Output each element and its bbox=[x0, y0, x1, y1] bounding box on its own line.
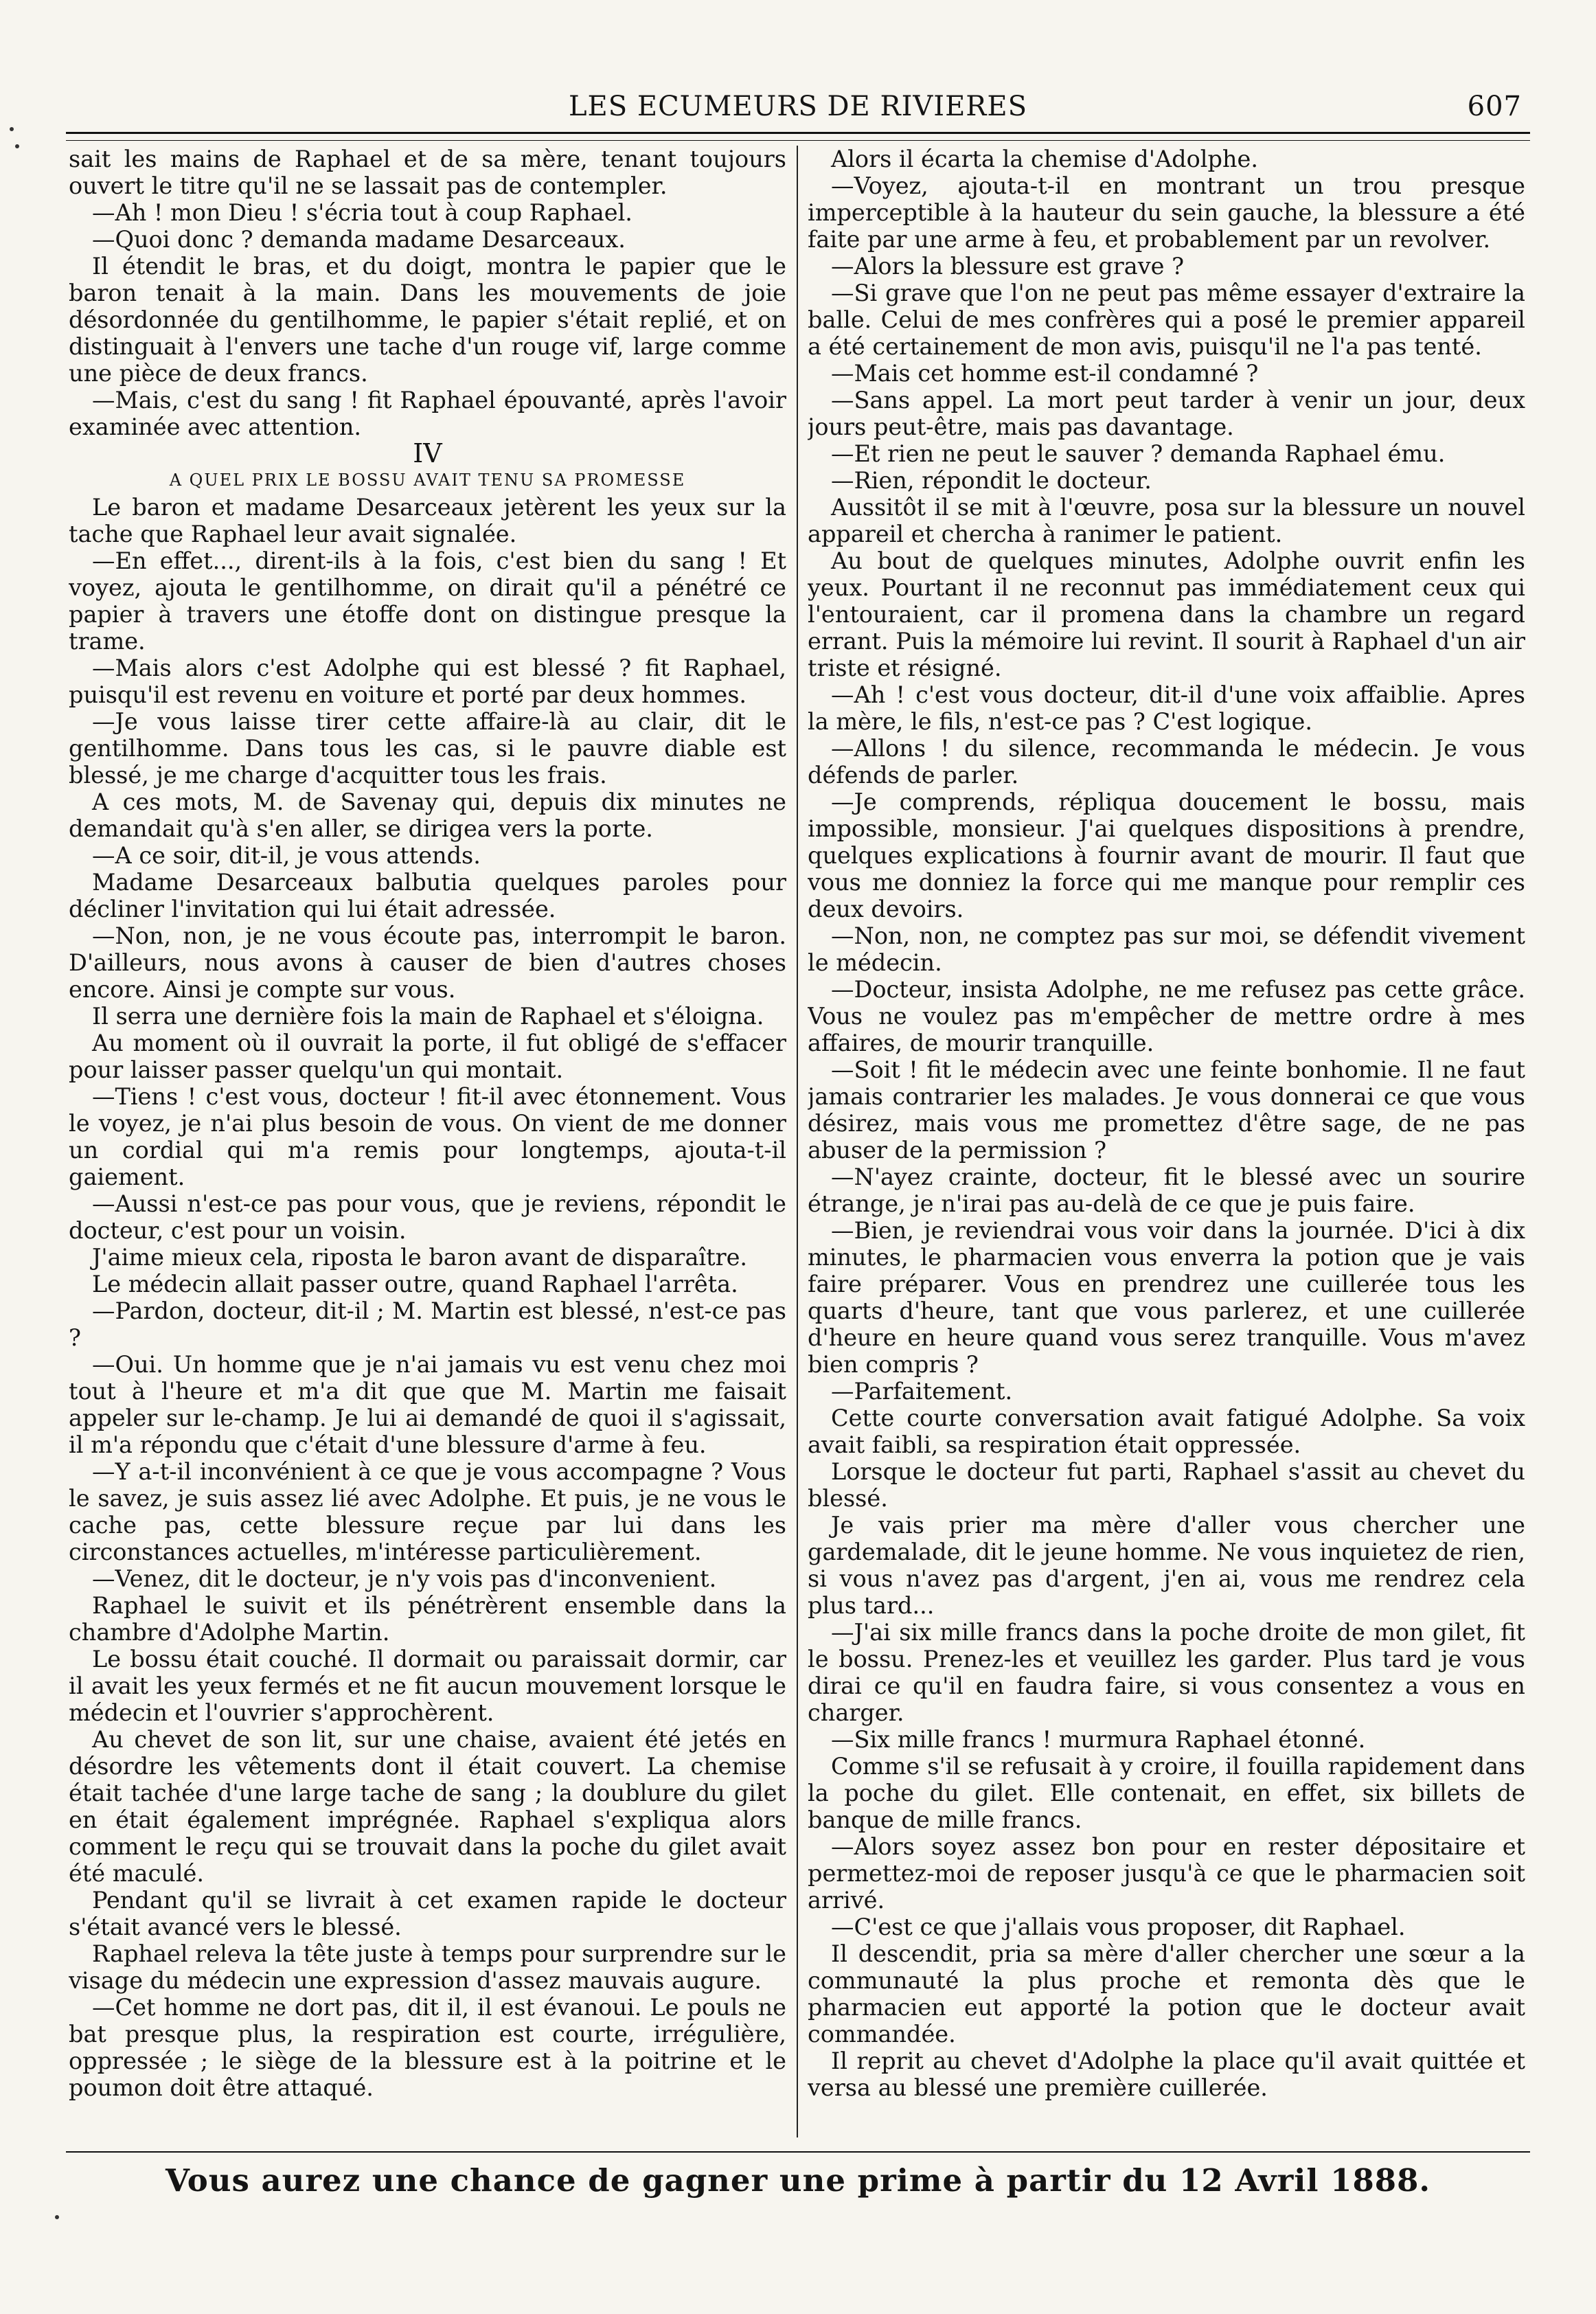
paragraph: —A ce soir, dit-il, je vous attends. bbox=[92, 842, 481, 869]
paragraph: A ces mots, M. de Savenay qui, depuis dix minutes ne demandait qu'à s'en aller, se dirigea vers la porte. bbox=[69, 789, 786, 842]
paragraph: Je vais prier ma mère d'aller vous chercher une gardemalade, dit le jeune homme. Ne vous inquietez de rien, si vous n'avez pas d'argent, j'en ai, vous me rendrez cela plus tard... bbox=[808, 1512, 1525, 1619]
paragraph: Au moment où il ouvrait la porte, il fut obligé de s'effacer pour laisser passer quelqu'un qui montait. bbox=[69, 1030, 786, 1083]
section-title: A QUEL PRIX LE BOSSU AVAIT TENU SA PROMESSE bbox=[169, 470, 686, 490]
paragraph: Le baron et madame Desarceaux jetèrent les yeux sur la tache que Raphael leur avait signalée. bbox=[69, 494, 786, 547]
paragraph: —Mais, c'est du sang ! fit Raphael épouvanté, après l'avoir examinée avec attention. bbox=[69, 387, 786, 440]
paragraph: Le médecin allait passer outre, quand Raphael l'arrêta. bbox=[92, 1271, 738, 1297]
paragraph: —Six mille francs ! murmura Raphael étonné. bbox=[831, 1726, 1366, 1753]
paragraph: Raphael releva la tête juste à temps pour surprendre sur le visage du médecin une expression d'assez mauvais augure. bbox=[69, 1940, 786, 1994]
paragraph: Raphael le suivit et ils pénétrèrent ensemble dans la chambre d'Adolphe Martin. bbox=[69, 1592, 786, 1646]
paragraph: —Venez, dit le docteur, je n'y vois pas d'inconvenient. bbox=[92, 1565, 717, 1592]
paragraph: —Voyez, ajouta-t-il en montrant un trou presque imperceptible à la hauteur du sein gauche, la blessure a été faite par une arme à feu, et probablement par un revolver. bbox=[808, 172, 1525, 253]
paragraph: Il descendit, pria sa mère d'aller chercher une sœur a la communauté la plus proche et remonta dès que le pharmacien eut apporté la potion que le docteur avait commandée. bbox=[808, 1940, 1525, 2048]
column-divider bbox=[797, 146, 798, 2137]
paragraph: —Soit ! fit le médecin avec une feinte bonhomie. Il ne faut jamais contrarier les malades. Je vous donnerai ce que vous désirez, mais vous me promettez d'être sage, de ne pas abuser de la permission ? bbox=[808, 1056, 1525, 1164]
paragraph: —J'ai six mille francs dans la poche droite de mon gilet, fit le bossu. Prenez-les et veuillez les garder. Plus tard je vous dirai ce qu'il en faudra faire, si vous consentez a vous en charger. bbox=[808, 1619, 1525, 1726]
header-double-rule bbox=[66, 132, 1530, 141]
paragraph: Pendant qu'il se livrait à cet examen rapide le docteur s'était avancé vers le blessé. bbox=[69, 1887, 786, 1940]
paragraph: —Cet homme ne dort pas, dit il, il est évanoui. Le pouls ne bat presque plus, la respiration est courte, irrégulière, oppressée ; le siège de la blessure est à la poitrine et le poumon doit être attaqué. bbox=[69, 1994, 786, 2101]
paragraph: —N'ayez crainte, docteur, fit le blessé avec un sourire étrange, je n'irai pas au-delà de ce que je puis faire. bbox=[808, 1164, 1525, 1217]
paragraph: —Non, non, ne comptez pas sur moi, se défendit vivement le médecin. bbox=[808, 922, 1525, 976]
paragraph: —Docteur, insista Adolphe, ne me refusez pas cette grâce. Vous ne voulez pas m'empêcher de mettre ordre à mes affaires, de mourir tranquille. bbox=[808, 976, 1525, 1056]
paragraph: Il étendit le bras, et du doigt, montra le papier que le baron tenait à la main. Dans les mouvements de joie désordonnée du gentilhomme, le papier s'était replié, et on distinguait à l'envers une tache d'un rouge vif, large comme une pièce de deux francs. bbox=[69, 253, 786, 387]
left-column-text-after-section bbox=[69, 494, 786, 2101]
paragraph: Il serra une dernière fois la main de Raphael et s'éloigna. bbox=[92, 1003, 764, 1030]
paragraph: Au bout de quelques minutes, Adolphe ouvrit enfin les yeux. Pourtant il ne reconnut pas immédiatement ceux qui l'entouraient, car il promena dans la chambre un regard errant. Puis la mémoire lui revint. Il sourit à Raphael d'un air triste et résigné. bbox=[808, 547, 1525, 681]
paragraph: Au chevet de son lit, sur une chaise, avaient été jetés en désordre les vêtements dont il était couvert. La chemise était tachée d'une large tache de sang ; la doublure du gilet en était également imprégnée. Raphael s'expliqua alors comment le reçu qui se trouvait dans la poche du gilet avait été maculé. bbox=[69, 1726, 786, 1887]
paragraph: —Tiens ! c'est vous, docteur ! fit-il avec étonnement. Vous le voyez, je n'ai plus besoin de vous. On vient de me donner un cordial qui m'a remis pour longtemps, ajouta-t-il gaiement. bbox=[69, 1083, 786, 1190]
paragraph: Comme s'il se refusait à y croire, il fouilla rapidement dans la poche du gilet. Elle contenait, en effet, six billets de banque de mille francs. bbox=[808, 1753, 1525, 1833]
print-speck bbox=[55, 2215, 59, 2219]
left-column bbox=[69, 146, 786, 2137]
paragraph: —Alors la blessure est grave ? bbox=[831, 253, 1185, 280]
paragraph: Madame Desarceaux balbutia quelques paroles pour décliner l'invitation qui lui était adressée. bbox=[69, 869, 786, 922]
section-number: IV bbox=[413, 438, 442, 468]
paragraph: —Et rien ne peut le sauver ? demanda Raphael ému. bbox=[831, 440, 1446, 467]
paragraph: Aussitôt il se mit à l'œuvre, posa sur la blessure un nouvel appareil et chercha à ranimer le patient. bbox=[808, 494, 1525, 547]
paragraph: Lorsque le docteur fut parti, Raphael s'assit au chevet du blessé. bbox=[808, 1458, 1525, 1512]
running-title: LES ECUMEURS DE RIVIERES bbox=[568, 91, 1027, 122]
paragraph: —Bien, je reviendrai vous voir dans la journée. D'ici à dix minutes, le pharmacien vous enverra la potion que je vais faire préparer. Vous en prendrez une cuillerée tous les quarts d'heure, tant que vous parlerez, et une cuillerée d'heure en heure quand vous serez tranquille. Vous m'avez bien compris ? bbox=[808, 1217, 1525, 1378]
paragraph: Alors il écarta la chemise d'Adolphe. bbox=[831, 146, 1258, 172]
paragraph: —Allons ! du silence, recommanda le médecin. Je vous défends de parler. bbox=[808, 735, 1525, 789]
print-speck bbox=[10, 127, 14, 131]
right-column bbox=[808, 146, 1525, 2137]
paragraph: —En effet..., dirent-ils à la fois, c'est bien du sang ! Et voyez, ajouta le gentilhomme, on dirait qu'il a pénétré ce papier à travers une étoffe dont on distingue presque la trame. bbox=[69, 547, 786, 655]
paragraph: —Pardon, docteur, dit-il ; M. Martin est blessé, n'est-ce pas ? bbox=[69, 1297, 786, 1351]
paragraph: —Alors soyez assez bon pour en rester dépositaire et permettez-moi de reposer jusqu'à ce que le pharmacien soit arrivé. bbox=[808, 1833, 1525, 1914]
paragraph: —Non, non, je ne vous écoute pas, interrompit le baron. D'ailleurs, nous avons à causer de bien d'autres choses encore. Ainsi je compte sur vous. bbox=[69, 922, 786, 1003]
paragraph: —Je vous laisse tirer cette affaire-là au clair, dit le gentilhomme. Dans tous les cas, si le pauvre diable est blessé, je me charge d'acquitter tous les frais. bbox=[69, 708, 786, 789]
running-head bbox=[66, 91, 1530, 132]
paragraph: —Parfaitement. bbox=[831, 1378, 1013, 1405]
right-column-text bbox=[808, 146, 1525, 2101]
paragraph: —Rien, répondit le docteur. bbox=[831, 467, 1152, 494]
paragraph: —Ah ! c'est vous docteur, dit-il d'une voix affaiblie. Apres la mère, le fils, n'est-ce pas ? C'est logique. bbox=[808, 681, 1525, 735]
left-column-text-before-section bbox=[69, 146, 786, 440]
footer-announcement: Vous aurez une chance de gagner une prime à partir du 12 Avril 1888. bbox=[165, 2162, 1431, 2199]
paragraph: —Y a-t-il inconvénient à ce que je vous accompagne ? Vous le savez, je suis assez lié avec Adolphe. Et puis, je ne vous le cache pas, cette blessure reçue par lui dans les circonstances actuelles, m'intéresse particulièrement. bbox=[69, 1458, 786, 1565]
paragraph: —Ah ! mon Dieu ! s'écria tout à coup Raphael. bbox=[92, 199, 632, 226]
footer-rule bbox=[66, 2151, 1530, 2153]
paragraph: —Aussi n'est-ce pas pour vous, que je reviens, répondit le docteur, c'est pour un voisin. bbox=[69, 1190, 786, 1244]
paragraph: Cette courte conversation avait fatigué Adolphe. Sa voix avait faibli, sa respiration était oppressée. bbox=[808, 1405, 1525, 1458]
print-speck bbox=[15, 144, 19, 148]
paragraph: —Mais alors c'est Adolphe qui est blessé ? fit Raphael, puisqu'il est revenu en voiture et porté par deux hommes. bbox=[69, 655, 786, 708]
paragraph: Le bossu était couché. Il dormait ou paraissait dormir, car il avait les yeux fermés et ne fit aucun mouvement lorsque le médecin et l'ouvrier s'approchèrent. bbox=[69, 1646, 786, 1726]
paragraph: —Je comprends, répliqua doucement le bossu, mais impossible, monsieur. J'ai quelques dispositions à prendre, quelques explications à fournir avant de mourir. Il faut que vous me donniez la force qui me manque pour remplir ces deux devoirs. bbox=[808, 789, 1525, 922]
paragraph: sait les mains de Raphael et de sa mère, tenant toujours ouvert le titre qu'il ne se lassait pas de contempler. bbox=[69, 146, 786, 199]
paragraph: —Quoi donc ? demanda madame Desarceaux. bbox=[92, 226, 626, 253]
paragraph: Il reprit au chevet d'Adolphe la place qu'il avait quittée et versa au blessé une première cuillerée. bbox=[808, 2048, 1525, 2101]
paragraph: —Oui. Un homme que je n'ai jamais vu est venu chez moi tout à l'heure et m'a dit que que M. Martin me faisait appeler sur le-champ. Je lui ai demandé de quoi il s'agissait, il m'a répondu que c'était d'une blessure d'arme à feu. bbox=[69, 1351, 786, 1458]
page-number: 607 bbox=[1467, 91, 1522, 122]
paragraph: —Si grave que l'on ne peut pas même essayer d'extraire la balle. Celui de mes confrères qui a posé le premier appareil a été certainement de mon avis, puisqu'il ne l'a pas tenté. bbox=[808, 280, 1525, 360]
paragraph: —C'est ce que j'allais vous proposer, dit Raphael. bbox=[831, 1914, 1406, 1940]
paragraph: —Mais cet homme est-il condamné ? bbox=[831, 360, 1259, 387]
paragraph: J'aime mieux cela, riposta le baron avant de disparaître. bbox=[92, 1244, 748, 1271]
paragraph: —Sans appel. La mort peut tarder à venir un jour, deux jours peut-être, mais pas davantage. bbox=[808, 387, 1525, 440]
